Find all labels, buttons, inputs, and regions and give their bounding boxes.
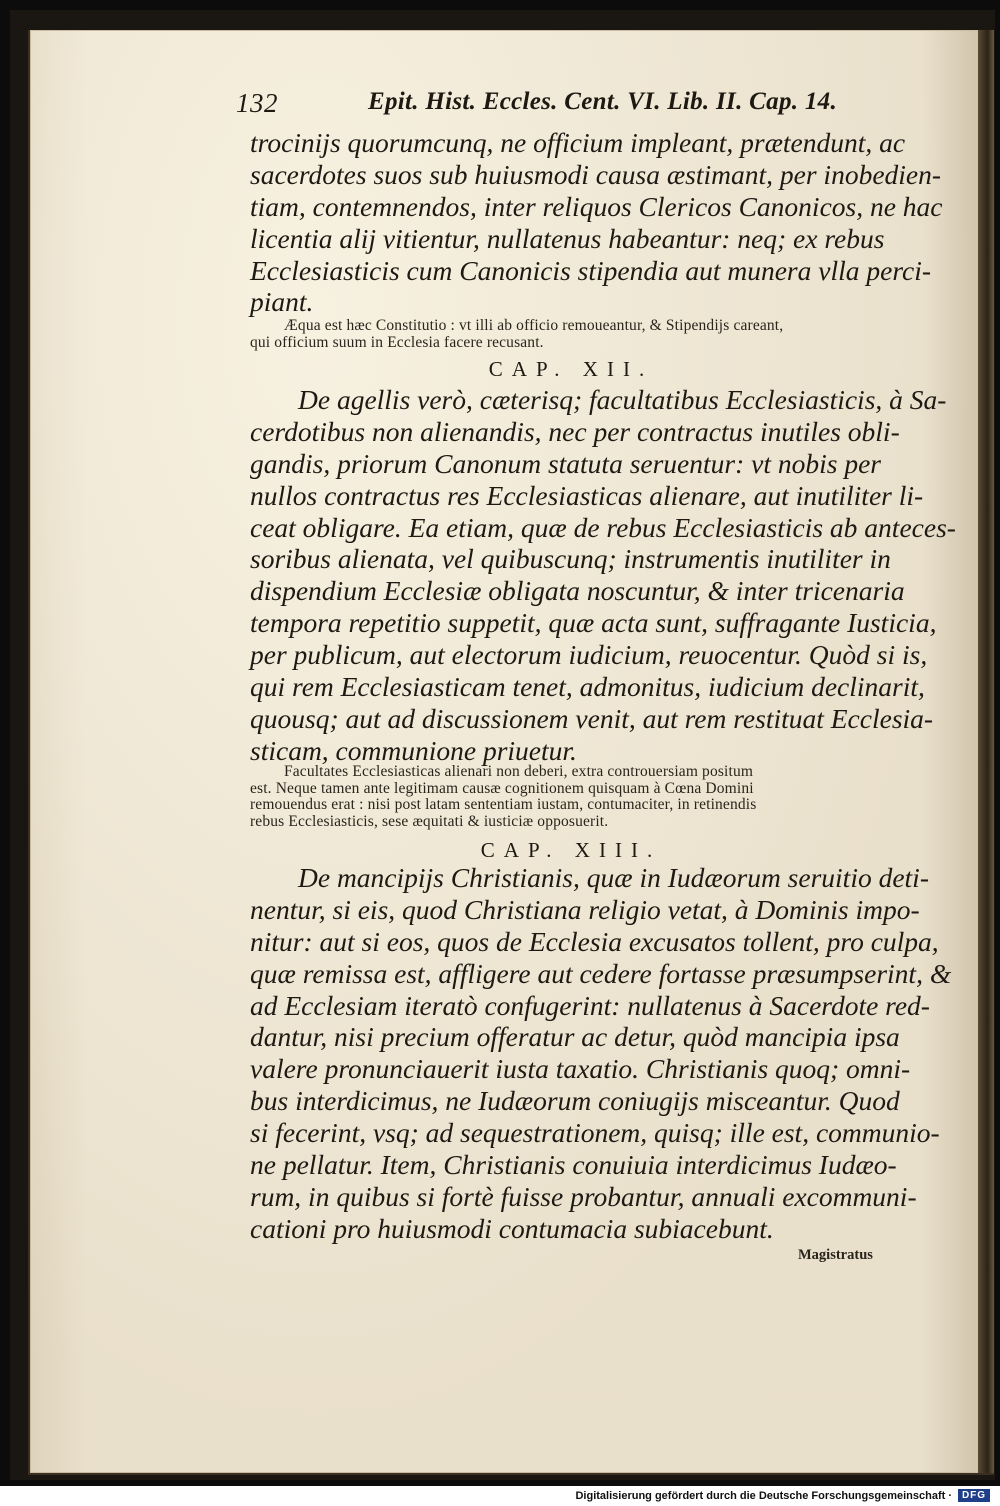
body-line: per publicum, aut electorum iudicium, reuocentur. Quòd si is, xyxy=(250,639,928,671)
body-line: qui rem Ecclesiasticam tenet, admonitus, iudicium declinarit, xyxy=(250,671,925,703)
body-line: tempora repetitio suppetit, quæ acta sunt, suffragante Iusticia, xyxy=(250,607,937,639)
body-line: nitur: aut si eos, quos de Ecclesia excusatos tollent, pro culpa, xyxy=(250,925,939,957)
body-line: ad Ecclesiam iteratò confugerint: nullatenus à Sacerdote red- xyxy=(250,989,930,1021)
body-line: ne pellatur. Item, Christianis conuiuia interdicimus Iudæo- xyxy=(250,1149,897,1181)
running-title: Epit. Hist. Eccles. Cent. VI. Lib. II. Cap. 14. xyxy=(368,88,837,115)
body-line: sticam, communione priuetur. xyxy=(250,734,577,766)
catchword: Magistratus xyxy=(798,1247,873,1263)
body-line: gandis, priorum Canonum statuta seruentur: vt nobis per xyxy=(250,447,881,479)
note-line: qui officium suum in Ecclesia facere recusant. xyxy=(250,333,544,351)
chapter-heading-xiii: CAP. XIII. xyxy=(480,838,662,862)
body-line: cationi pro huiusmodi contumacia subiacebunt. xyxy=(250,1212,774,1244)
chapter-heading-xii: CAP. XII. xyxy=(488,357,654,381)
body-line: dispendium Ecclesiæ obligata noscuntur, & inter tricenaria xyxy=(250,575,905,607)
digitization-credit: Digitalisierung gefördert durch die Deutsche Forschungsgemeinschaft · xyxy=(575,1490,952,1502)
note-line: Facultates Ecclesiasticas alienari non deberi, extra controuersiam positum xyxy=(284,763,754,780)
page-edge xyxy=(978,30,994,1473)
commentary-note-1 xyxy=(250,318,892,351)
body-line: De mancipijs Christianis, quæ in Iudæorum seruitio deti- xyxy=(298,862,929,893)
body-line: soribus alienata, vel quibuscunq; instrumentis inutiliter in xyxy=(250,543,891,575)
body-line: dantur, nisi precium offeratur ac detur, quòd mancipia ipsa xyxy=(250,1021,900,1053)
body-line: tiam, contemnendos, inter reliquos Clericos Canonicos, ne hac xyxy=(250,190,943,222)
body-line: quousq; aut ad discussionem venit, aut rem restituat Ecclesia- xyxy=(250,702,934,734)
note-line: remouendus erat : nisi post latam sententiam iustam, contumaciter, in retinendis xyxy=(250,796,757,813)
body-line: nentur, si eis, quod Christiana religio vetat, à Dominis impo- xyxy=(250,893,920,925)
body-line: si fecerint, vsq; ad sequestrationem, quisq; ille est, communio- xyxy=(250,1117,940,1149)
body-line: cerdotibus non alienandis, nec per contractus inutiles obli- xyxy=(250,415,900,447)
commentary-note-2 xyxy=(250,764,892,830)
body-line: ceat obligare. Ea etiam, quæ de rebus Ecclesiasticis ab anteces- xyxy=(250,511,956,543)
body-line: sacerdotes suos sub huiusmodi causa æstimant, per inobedien- xyxy=(250,158,942,190)
running-header xyxy=(236,88,886,120)
body-line: bus interdicimus, ne Iudæorum coniugijs misceantur. Quod xyxy=(250,1085,900,1117)
body-line: licentia alij vitientur, nullatenus habeantur: neq; ex rebus xyxy=(250,222,885,254)
chapter-xiii-text xyxy=(250,862,952,1245)
note-line: Æqua est hæc Constitutio : vt illi ab officio remoueantur, & Stipendijs careant, xyxy=(284,317,784,334)
body-line: valere pronunciauerit iusta taxatio. Christianis quoq; omni- xyxy=(250,1053,911,1085)
body-line: De agellis verò, cæterisq; facultatibus Ecclesiasticis, à Sa- xyxy=(298,384,947,415)
body-line: Ecclesiasticis cum Canonicis stipendia aut munera vlla perci- xyxy=(250,254,932,286)
body-line: quæ remissa est, affligere aut cedere fortasse præsumpserint, & xyxy=(250,957,952,989)
page-number: 132 xyxy=(236,88,278,118)
note-line: rebus Ecclesiasticis, sese æquitati & iusticiæ opposuerit. xyxy=(250,812,609,830)
body-line: piant. xyxy=(250,286,314,318)
chapter-xii-text xyxy=(250,384,956,767)
body-line: nullos contractus res Ecclesiasticas alienare, aut inutiliter li- xyxy=(250,479,924,511)
note-line: est. Neque tamen ante legitimam causæ cognitionem quisquam à Cœna Domini xyxy=(250,779,754,797)
body-line: rum, in quibus si fortè fuisse probantur, annuali excommuni- xyxy=(250,1180,917,1212)
body-line: trocinijs quorumcunq, ne officium impleant, prætendunt, ac xyxy=(250,127,906,158)
dfg-logo-icon: DFG xyxy=(958,1489,990,1502)
body-text-continuation xyxy=(250,127,943,318)
